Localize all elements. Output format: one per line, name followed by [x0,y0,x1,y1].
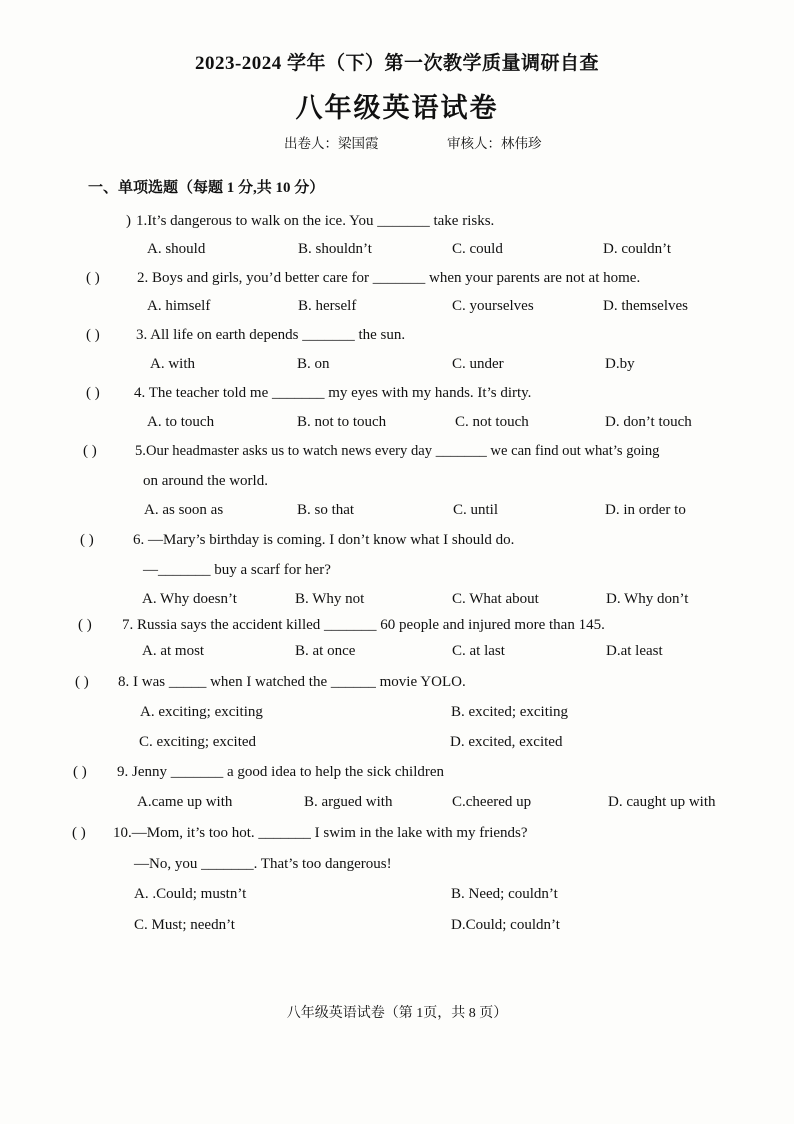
option-c: C. What about [452,591,539,607]
option-b: B. excited; exciting [451,704,569,720]
option-b: B. at once [295,643,356,659]
option-c: C. exciting; excited [139,734,257,750]
question-stem: 5.Our headmaster asks us to watch news every day _______ we can find out what’s going [135,443,660,459]
option-a: A. should [147,241,206,257]
option-d: D. couldn’t [603,241,672,257]
option-c: C. could [452,241,503,257]
page-footer: 八年级英语试卷（第 1页，共 8 页） [286,1006,508,1021]
question-stem: 2. Boys and girls, you’d better care for _______ when your parents are not at home. [137,270,641,286]
answer-paren: ( ) [78,617,92,633]
option-a: A. exciting; exciting [140,704,263,720]
option-c: C. yourselves [452,298,534,314]
option-a: A. at most [142,643,205,659]
option-d: D. themselves [603,298,688,314]
question-stem: 7. Russia says the accident killed _______ 60 people and injured more than 145. [122,617,605,633]
answer-paren: ( ) [86,327,100,343]
exam-subtitle: 八年级英语试卷 [295,93,499,123]
question-stem-cont: —No, you _______. That’s too dangerous! [134,856,392,872]
option-b: B. Why not [295,591,365,607]
question-stem: 10.—Mom, it’s too hot. _______ I swim in the lake with my friends? [113,825,528,841]
exam-title: 2023-2024 学年（下）第一次教学质量调研自查 [194,53,600,74]
option-a: A. to touch [147,414,215,430]
option-d: D. in order to [605,502,686,518]
option-c: C.cheered up [452,794,532,810]
reviewer-label: 审核人：林伟珍 [447,136,542,151]
question-stem-cont: on around the world. [143,473,268,489]
answer-paren: ( ) [75,674,89,690]
question-stem: 9. Jenny _______ a good idea to help the sick children [117,764,445,780]
option-d: D.Could; couldn’t [451,917,560,933]
answer-paren: ( ) [86,270,100,286]
option-d: D. excited, excited [450,734,563,750]
question-stem: 6. —Mary’s birthday is coming. I don’t know what I should do. [133,532,515,548]
option-c: C. under [452,356,504,372]
option-c: C. Must; needn’t [134,917,235,933]
option-d: D. caught up with [608,794,716,810]
question-stem-cont: —_______ buy a scarf for her? [143,562,331,578]
question-stem: 4. The teacher told me _______ my eyes with my hands. It’s dirty. [134,385,532,401]
question-stem: 8. I was _____ when I watched the ______ movie YOLO. [118,674,466,690]
option-a: A. .Could; mustn’t [134,886,247,902]
answer-paren: ( ) [80,532,94,548]
answer-paren: ( ) [73,764,87,780]
section-title: 一、单项选题（每题 1 分,共 10 分） [88,180,325,196]
option-a: A. Why doesn’t [142,591,237,607]
option-d: D.at least [606,643,663,659]
answer-paren: ( ) [86,385,100,401]
option-b: B. herself [298,298,357,314]
answer-paren: ( ) [83,443,97,459]
option-b: B. on [297,356,330,372]
option-a: A. himself [147,298,211,314]
option-b: B. so that [297,502,355,518]
option-d: D.by [605,356,635,372]
option-c: C. at last [452,643,505,659]
question-stem: 1.It’s dangerous to walk on the ice. You _______ take risks. [136,213,495,229]
author-label: 出卷人：梁国霞 [284,136,379,151]
option-b: B. not to touch [297,414,387,430]
answer-paren: ( ) [72,825,86,841]
option-c: C. not touch [455,414,529,430]
question-stem: 3. All life on earth depends _______ the sun. [136,327,406,343]
answer-paren: ) [126,213,131,229]
option-c: C. until [453,502,499,518]
option-d: D. don’t touch [605,414,692,430]
option-b: B. argued with [304,794,393,810]
option-a: A. with [150,356,195,372]
option-a: A. as soon as [144,502,224,518]
option-d: D. Why don’t [606,591,689,607]
option-a: A.came up with [137,794,233,810]
option-b: B. Need; couldn’t [451,886,558,902]
option-b: B. shouldn’t [298,241,372,257]
